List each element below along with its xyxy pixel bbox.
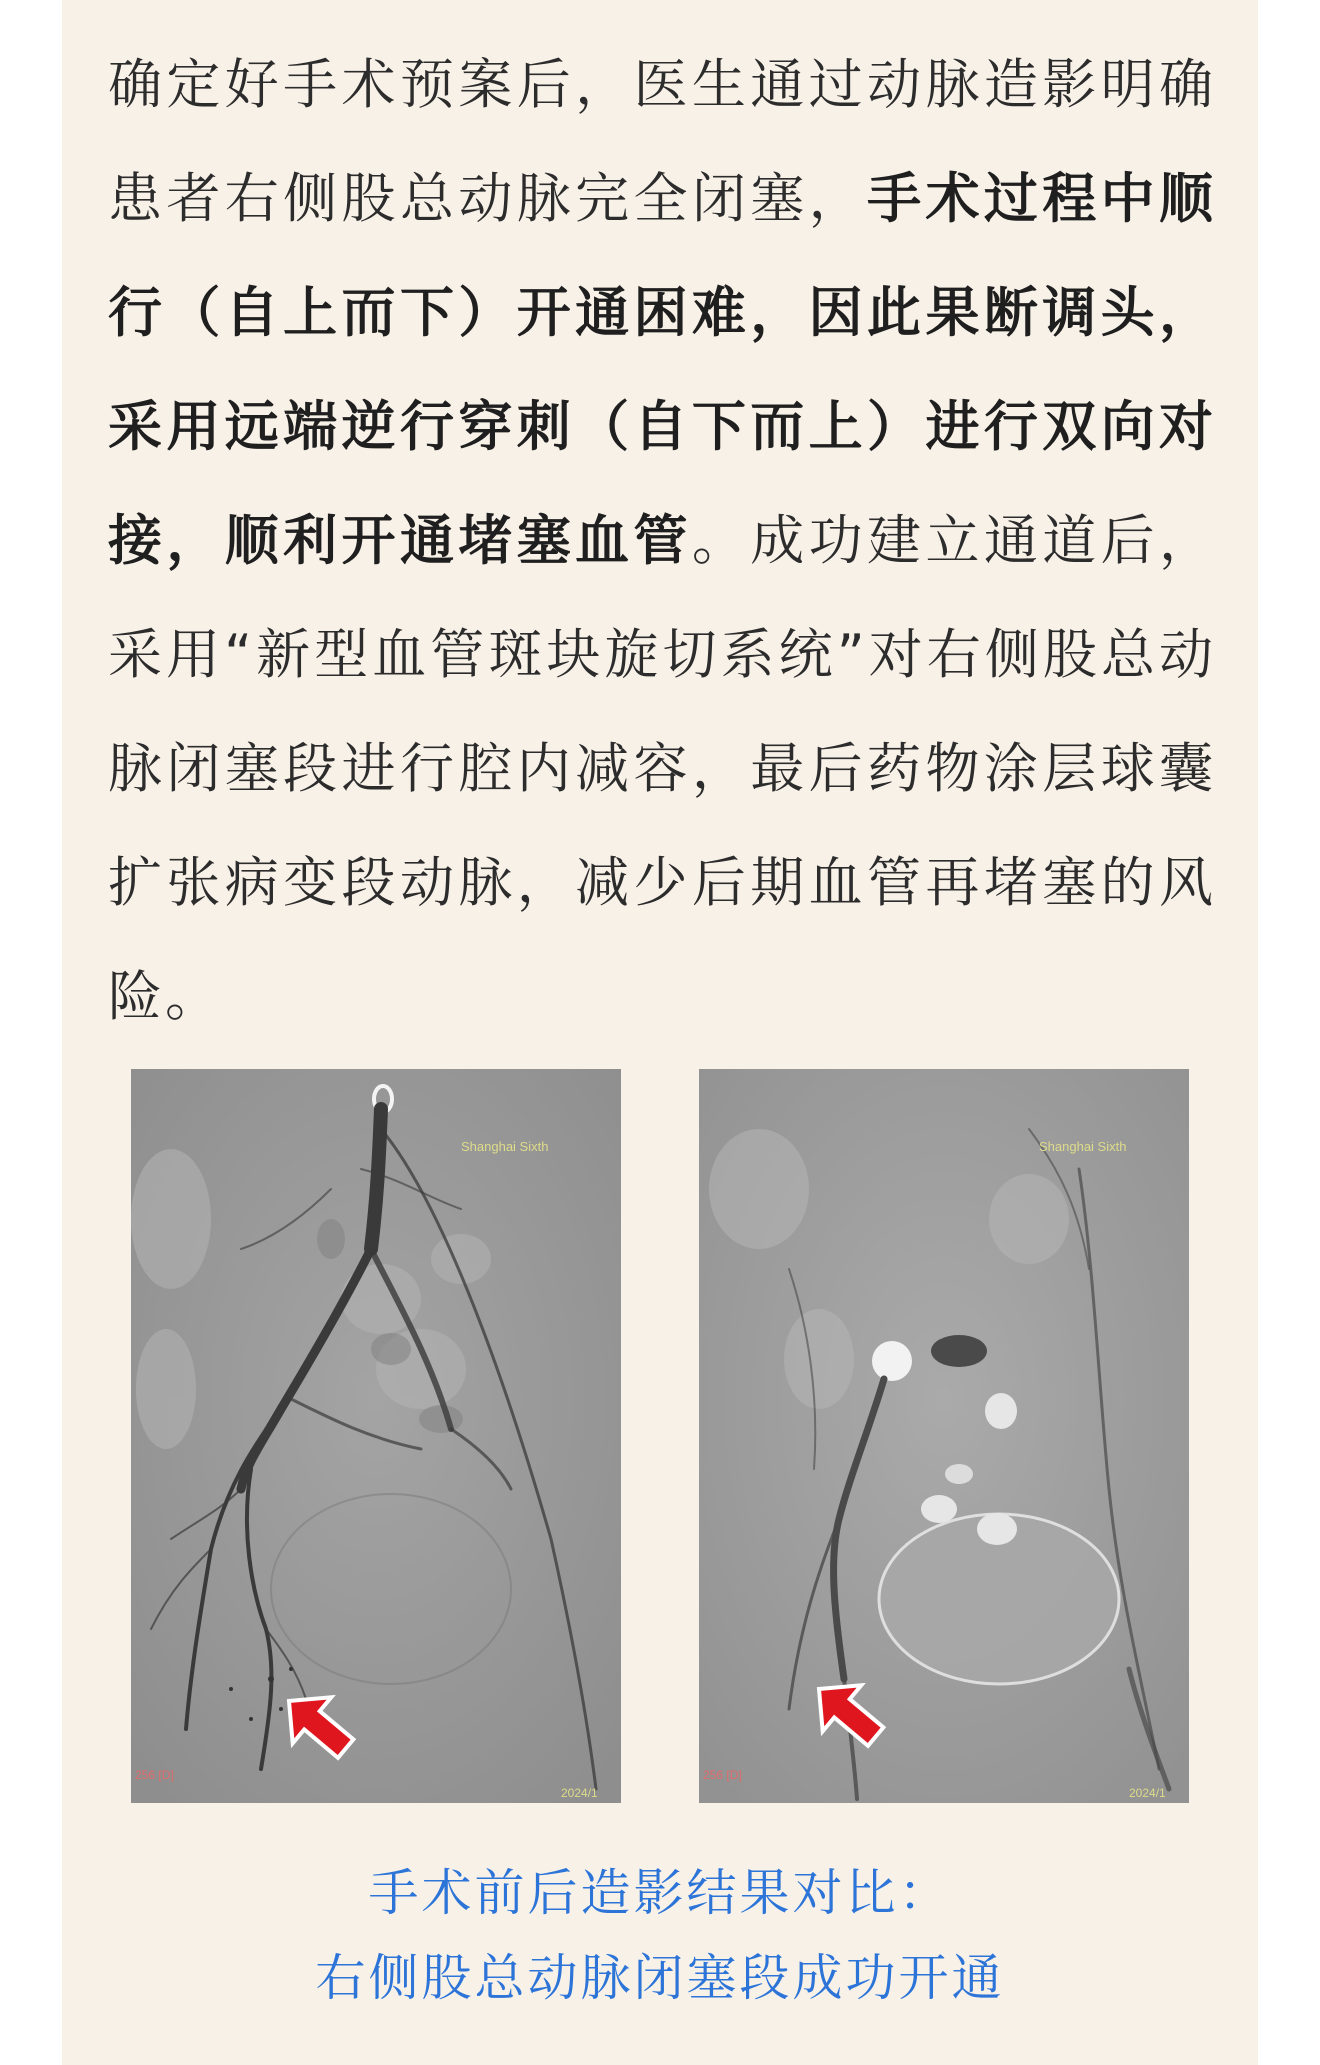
date-label-left: 2024/1 (561, 1786, 598, 1800)
angiogram-after-image (699, 1069, 1189, 1803)
frame-label-right: 256 [D] (703, 1768, 742, 1782)
article-text-part2: 。成功建立通道后，采用“新型血管斑块旋切系统”对右侧股总动脉闭塞段进行腔内减容，最后药物涂层球囊扩张病变段动脉，减少后期血管再堵塞的风险。 (108, 509, 1217, 1028)
article-text-part1: 确定好手术预案后，医生通过动脉造影明确患者右侧股总动脉完全闭塞， (108, 53, 1216, 230)
watermark-left: Shanghai Sixth (461, 1139, 549, 1154)
article-body (108, 28, 1216, 1054)
date-label-right: 2024/1 (1129, 1786, 1166, 1800)
angiogram-before-image (131, 1069, 621, 1803)
watermark-right: Shanghai Sixth (1039, 1139, 1127, 1154)
article-text-bold: 手术过程中顺行（自上而下）开通困难，因此果断调头，采用远端逆行穿刺（自下而上）进行双向对接，顺利开通堵塞血管 (108, 167, 1217, 572)
figure-caption-line2: 右侧股总动脉闭塞段成功开通 (315, 1949, 1005, 2007)
frame-label-left: 256 [D] (135, 1768, 174, 1782)
figure-caption-line1: 手术前后造影结果对比： (368, 1864, 952, 1922)
